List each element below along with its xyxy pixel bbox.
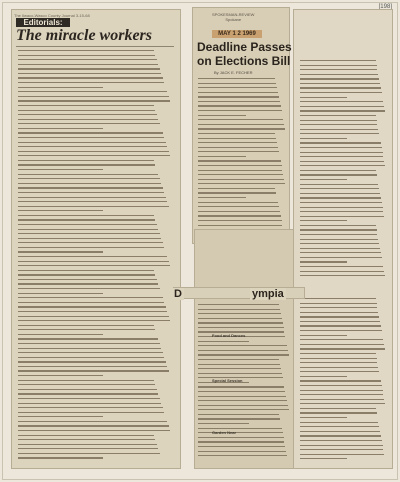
text-line xyxy=(300,243,379,244)
subhead-food: Food and Dances xyxy=(212,333,246,338)
text-line xyxy=(300,124,377,125)
text-line xyxy=(300,385,382,386)
text-line xyxy=(198,179,284,180)
text-line xyxy=(18,430,170,431)
text-line xyxy=(300,225,376,226)
text-line xyxy=(300,165,385,166)
text-line xyxy=(300,353,376,354)
text-line xyxy=(300,399,384,400)
text-line xyxy=(18,155,170,156)
text-line xyxy=(18,160,154,161)
text-line xyxy=(198,400,287,401)
text-line xyxy=(300,257,382,258)
text-line xyxy=(300,207,383,208)
text-line xyxy=(198,202,278,203)
text-line xyxy=(198,327,284,328)
text-line xyxy=(300,371,379,372)
text-line xyxy=(300,298,376,299)
text-line xyxy=(300,115,376,116)
text-line xyxy=(18,91,167,92)
text-line xyxy=(18,82,164,83)
text-line xyxy=(18,274,155,275)
text-line xyxy=(300,431,380,432)
text-line xyxy=(300,376,347,377)
text-line xyxy=(18,206,169,207)
text-line xyxy=(198,115,246,116)
editorial-headline: The miracle workers xyxy=(16,27,152,44)
text-line xyxy=(300,344,384,345)
text-line xyxy=(198,142,277,143)
text-line xyxy=(300,445,383,446)
text-line xyxy=(198,183,285,184)
headline-rule xyxy=(16,46,174,47)
text-line xyxy=(18,457,103,458)
text-line xyxy=(18,146,167,147)
text-line xyxy=(198,156,246,157)
date-stamp: MAY 1 2 1969 xyxy=(212,30,262,38)
text-line xyxy=(18,288,160,289)
text-line xyxy=(300,394,383,395)
text-line xyxy=(300,152,383,153)
text-line xyxy=(18,128,103,129)
text-line xyxy=(300,271,384,272)
text-line xyxy=(18,302,164,303)
text-line xyxy=(300,234,377,235)
text-line xyxy=(18,247,164,248)
text-line xyxy=(300,412,377,413)
text-line xyxy=(300,362,377,363)
text-line xyxy=(18,55,155,56)
page-number: [198] xyxy=(378,4,392,10)
text-line xyxy=(300,458,347,459)
text-line xyxy=(198,124,284,125)
publication-title: SPOKESMAN-REVIEW xyxy=(212,12,255,17)
text-line xyxy=(198,87,277,88)
text-line xyxy=(18,50,154,51)
text-line xyxy=(18,68,160,69)
text-line xyxy=(18,73,161,74)
text-line xyxy=(300,275,385,276)
text-line xyxy=(198,441,284,442)
text-line xyxy=(198,309,280,310)
text-line xyxy=(18,361,166,362)
text-line xyxy=(300,216,384,217)
text-line xyxy=(198,386,284,387)
text-line xyxy=(18,393,158,394)
text-line xyxy=(300,60,376,61)
text-line xyxy=(18,366,167,367)
text-line xyxy=(18,174,158,175)
text-line xyxy=(198,110,282,111)
text-line xyxy=(18,320,170,321)
headline-line-1: Deadline Passes xyxy=(197,40,292,54)
text-line xyxy=(18,352,163,353)
text-line xyxy=(300,408,376,409)
text-line xyxy=(300,307,377,308)
text-line xyxy=(198,192,276,193)
text-line xyxy=(18,306,166,307)
text-line xyxy=(18,439,155,440)
text-line xyxy=(198,359,279,360)
text-line xyxy=(18,325,154,326)
text-line xyxy=(198,92,278,93)
text-line xyxy=(18,242,163,243)
text-line xyxy=(18,357,164,358)
publication-name xyxy=(212,12,254,22)
text-line xyxy=(198,174,283,175)
text-line xyxy=(198,105,281,106)
text-line xyxy=(198,119,283,120)
text-line xyxy=(198,437,284,438)
text-line xyxy=(18,137,164,138)
text-line xyxy=(300,65,377,66)
text-line xyxy=(18,338,158,339)
text-line xyxy=(198,133,275,134)
text-line xyxy=(18,297,163,298)
text-line xyxy=(18,389,157,390)
text-line xyxy=(18,403,161,404)
text-line xyxy=(300,358,377,359)
text-line xyxy=(198,215,281,216)
text-line xyxy=(18,370,169,371)
text-line xyxy=(18,215,154,216)
text-line xyxy=(300,422,378,423)
text-line xyxy=(300,197,381,198)
text-line xyxy=(300,266,383,267)
text-line xyxy=(198,354,289,355)
text-line xyxy=(198,138,276,139)
text-line xyxy=(18,219,155,220)
text-line xyxy=(18,448,158,449)
text-line xyxy=(18,398,160,399)
text-line xyxy=(300,435,381,436)
text-line xyxy=(300,138,347,139)
text-line xyxy=(18,412,164,413)
text-line xyxy=(300,339,383,340)
text-line xyxy=(18,444,157,445)
olympia-headline-right: ympia xyxy=(252,288,284,300)
text-line xyxy=(18,375,103,376)
text-line xyxy=(300,325,381,326)
text-line xyxy=(300,78,379,79)
text-line xyxy=(18,210,103,211)
publication-city: Spokane xyxy=(225,17,242,22)
text-line xyxy=(18,316,169,317)
text-line xyxy=(198,101,280,102)
text-line xyxy=(300,403,385,404)
text-line xyxy=(198,451,286,452)
text-line xyxy=(18,251,103,252)
olympia-headline-left: D xyxy=(174,288,182,300)
text-line xyxy=(300,193,380,194)
text-line xyxy=(300,202,382,203)
text-line xyxy=(18,183,161,184)
text-line xyxy=(300,129,378,130)
text-line xyxy=(18,105,154,106)
text-line xyxy=(300,74,378,75)
text-line xyxy=(300,449,383,450)
text-line xyxy=(300,133,379,134)
text-line xyxy=(300,229,377,230)
text-line xyxy=(300,101,383,102)
text-line xyxy=(198,405,288,406)
text-line xyxy=(198,151,279,152)
text-line xyxy=(18,229,158,230)
text-line xyxy=(198,373,282,374)
text-line xyxy=(18,132,163,133)
editorial-body-text xyxy=(18,50,172,462)
text-line xyxy=(198,83,276,84)
text-line xyxy=(18,256,167,257)
text-line xyxy=(198,206,279,207)
text-line xyxy=(198,414,279,415)
text-line xyxy=(18,187,163,188)
text-line xyxy=(300,106,384,107)
text-line xyxy=(300,303,377,304)
text-line xyxy=(300,161,384,162)
text-line xyxy=(18,343,160,344)
text-line xyxy=(300,188,379,189)
text-line xyxy=(198,160,281,161)
text-line xyxy=(198,345,287,346)
text-line xyxy=(300,335,347,336)
text-line xyxy=(18,87,103,88)
subhead-session: Special Session xyxy=(212,378,243,383)
text-line xyxy=(300,454,384,455)
text-line xyxy=(18,201,167,202)
text-line xyxy=(198,147,278,148)
text-line xyxy=(198,432,283,433)
text-line xyxy=(198,211,280,212)
text-line xyxy=(198,318,282,319)
text-line xyxy=(198,225,282,226)
text-line xyxy=(198,446,285,447)
text-line xyxy=(198,78,275,79)
text-line xyxy=(300,211,383,212)
text-line xyxy=(18,123,160,124)
deadline-headline xyxy=(197,40,297,68)
text-line xyxy=(18,334,103,335)
text-line xyxy=(18,425,169,426)
text-line xyxy=(198,418,280,419)
text-line xyxy=(198,341,249,342)
text-line xyxy=(198,313,281,314)
text-line xyxy=(300,261,347,262)
text-line xyxy=(300,170,376,171)
headline-line-2: on Elections Bill xyxy=(197,54,291,68)
text-line xyxy=(18,238,161,239)
text-line xyxy=(300,330,382,331)
text-line xyxy=(300,110,385,111)
text-line xyxy=(18,77,163,78)
text-line xyxy=(300,380,381,381)
text-line xyxy=(18,142,166,143)
text-line xyxy=(300,220,347,221)
text-line xyxy=(198,322,283,323)
text-line xyxy=(18,384,155,385)
text-line xyxy=(198,455,287,456)
text-line xyxy=(18,279,157,280)
text-line xyxy=(198,165,282,166)
text-line xyxy=(198,304,279,305)
text-line xyxy=(198,396,286,397)
text-line xyxy=(198,350,288,351)
text-line xyxy=(198,220,282,221)
text-line xyxy=(18,270,154,271)
text-line xyxy=(18,435,154,436)
text-line xyxy=(18,119,158,120)
text-line xyxy=(300,390,383,391)
text-line xyxy=(18,114,157,115)
text-line xyxy=(18,224,157,225)
text-line xyxy=(300,367,378,368)
right-column-text-upper xyxy=(300,60,386,280)
text-line xyxy=(18,293,103,294)
text-line xyxy=(18,261,169,262)
text-line xyxy=(18,151,169,152)
text-line xyxy=(18,416,103,417)
text-line xyxy=(300,348,385,349)
text-line xyxy=(18,407,163,408)
deadline-body-text xyxy=(198,78,286,229)
text-line xyxy=(198,423,249,424)
text-line xyxy=(300,239,378,240)
text-line xyxy=(18,453,160,454)
text-line xyxy=(18,265,170,266)
text-line xyxy=(198,128,285,129)
text-line xyxy=(18,421,167,422)
text-line xyxy=(300,417,347,418)
text-line xyxy=(18,283,158,284)
right-column-text-lower xyxy=(300,298,386,463)
text-line xyxy=(198,96,279,97)
text-line xyxy=(300,312,378,313)
text-line xyxy=(300,316,379,317)
text-line xyxy=(300,142,381,143)
text-line xyxy=(18,380,154,381)
text-line xyxy=(300,321,380,322)
text-line xyxy=(18,100,170,101)
text-line xyxy=(300,252,381,253)
text-line xyxy=(300,440,382,441)
text-line xyxy=(198,391,285,392)
text-line xyxy=(300,83,380,84)
text-line xyxy=(198,170,282,171)
text-line xyxy=(198,368,281,369)
text-line xyxy=(18,64,158,65)
text-line xyxy=(198,428,282,429)
text-line xyxy=(300,156,383,157)
text-line xyxy=(300,69,377,70)
text-line xyxy=(18,311,167,312)
text-line xyxy=(18,178,160,179)
text-line xyxy=(18,110,155,111)
text-line xyxy=(18,233,160,234)
text-line xyxy=(300,426,379,427)
text-line xyxy=(18,348,161,349)
text-line xyxy=(300,184,378,185)
text-line xyxy=(198,197,246,198)
text-line xyxy=(198,188,275,189)
clipping-masthead: The Ilwaco-Wasco County Journal 3-15-68 xyxy=(14,13,90,18)
text-line xyxy=(198,364,280,365)
text-line xyxy=(300,179,347,180)
text-line xyxy=(18,197,166,198)
text-line xyxy=(300,97,347,98)
text-line xyxy=(18,59,157,60)
text-line xyxy=(18,329,155,330)
text-line xyxy=(300,92,382,93)
text-line xyxy=(18,96,169,97)
text-line xyxy=(18,164,155,165)
text-line xyxy=(300,120,377,121)
text-line xyxy=(198,409,289,410)
text-line xyxy=(300,147,382,148)
byline: By JACK E. FECHER xyxy=(214,70,253,75)
section-label: Editorials: xyxy=(16,18,70,27)
text-line xyxy=(300,248,380,249)
text-line xyxy=(18,169,103,170)
text-line xyxy=(300,87,381,88)
subhead-garden: Garden Near xyxy=(212,430,237,435)
text-line xyxy=(300,174,377,175)
text-line xyxy=(18,192,164,193)
